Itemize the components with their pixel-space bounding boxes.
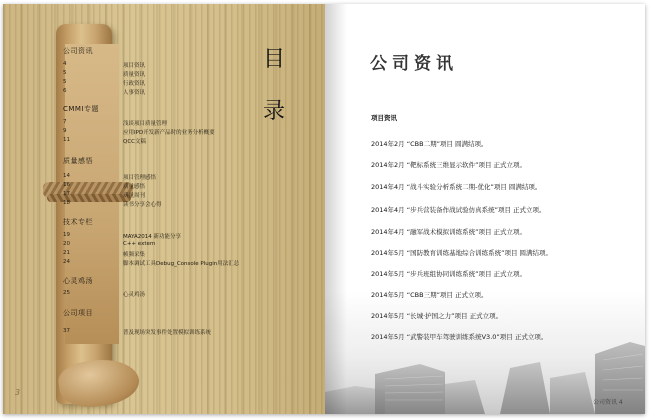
book-spine-shadow <box>325 4 347 414</box>
page-footer: 公司资讯 4 <box>593 399 623 406</box>
toc-section-heading: CMMI专题 <box>63 105 100 113</box>
twine-knot-lower <box>47 194 131 202</box>
magazine-spread <box>3 4 645 414</box>
toc-title-char-1: 目 <box>263 47 286 72</box>
toc-page-num: 16 <box>63 182 70 188</box>
toc-page-num: 17 <box>63 191 70 197</box>
toc-page-num: 6 <box>63 88 67 94</box>
toc-entry[interactable]: 项目资讯 <box>123 63 146 69</box>
news-item: 2014年2月 “靶标系统三维显示软件”项目 正式立项。 <box>371 161 527 169</box>
toc-page-num: 4 <box>63 61 67 67</box>
toc-section-heading: 心灵鸡汤 <box>63 277 93 285</box>
toc-entry[interactable]: 浅谈项目质量管理 <box>123 121 168 127</box>
toc-page-num: 24 <box>63 259 70 265</box>
news-item: 2014年5月 “长城·护国之力”项目 正式立项。 <box>371 312 503 320</box>
news-item: 2014年4月 “步兵营装备作战试验仿真系统”项目 正式立项。 <box>371 206 546 214</box>
toc-page <box>3 4 325 414</box>
left-page-number: 3 <box>15 388 21 397</box>
toc-entry[interactable]: QCC文稿 <box>123 139 147 145</box>
toc-page-num: 5 <box>63 79 67 85</box>
toc-page-num: 5 <box>63 70 67 76</box>
toc-page-num: 18 <box>63 200 70 206</box>
news-item: 2014年5月 “CBB三期”项目 正式立项。 <box>371 291 488 299</box>
news-page <box>325 4 645 414</box>
toc-page-num: 20 <box>63 241 70 247</box>
toc-section-heading: 公司资讯 <box>63 47 93 55</box>
toc-entry[interactable]: 读书分享会心得 <box>123 202 162 208</box>
toc-entry[interactable]: MAYA2014 新功能分享 <box>123 234 182 240</box>
toc-page-num: 21 <box>63 250 70 256</box>
news-item: 2014年2月 “CBB二期”项目 圆满结项。 <box>371 140 488 148</box>
toc-page-num: 11 <box>63 137 70 143</box>
toc-entry[interactable]: 帧频采集 <box>123 252 146 258</box>
toc-entry[interactable]: 应用IPD开发新产品时的业务分析概要 <box>123 130 215 136</box>
toc-entry[interactable]: C++ extern <box>123 241 156 247</box>
toc-page-num: 37 <box>63 328 70 334</box>
toc-entry[interactable]: 普及现场突发事件处置模拟训练系统 <box>123 330 212 336</box>
toc-entry[interactable]: 项目管理感悟 <box>123 175 157 181</box>
toc-entry[interactable]: 质量周刊 <box>123 193 146 199</box>
news-item: 2014年5月 “步兵班组协同训练系统”项目 正式立项。 <box>371 270 527 278</box>
toc-page-num: 14 <box>63 173 70 179</box>
page-title: 公司资讯 <box>370 54 458 74</box>
toc-entry[interactable]: 心灵鸡汤 <box>123 292 146 298</box>
toc-title-char-2: 录 <box>263 99 286 124</box>
toc-entry[interactable]: 质量资讯 <box>123 72 146 78</box>
toc-section-heading: 质量感悟 <box>63 157 93 165</box>
toc-section-heading: 技术专栏 <box>63 218 93 226</box>
news-item: 2014年4月 “战斗实验分析系统二期-优化”项目 圆满结项。 <box>371 183 542 191</box>
news-item: 2014年5月 “国防教育训练基地综合训练系统”项目 圆满结项。 <box>371 249 553 257</box>
toc-page-num: 19 <box>63 232 70 238</box>
news-item: 2014年4月 “融军战术模拟训练系统”项目 正式立项。 <box>371 228 527 236</box>
toc-page-num: 7 <box>63 119 67 125</box>
toc-entry[interactable]: 行政资讯 <box>123 81 146 87</box>
toc-entry[interactable]: 质量感悟 <box>123 184 146 190</box>
toc-page-num: 25 <box>63 290 70 296</box>
toc-entry[interactable]: 脚本调试工具Debug_Console Plugin用法汇总 <box>123 261 240 267</box>
toc-entry[interactable]: 人事资讯 <box>123 90 146 96</box>
toc-page-num: 9 <box>63 128 67 134</box>
toc-section-heading: 公司项目 <box>63 309 93 317</box>
section-subtitle: 项目资讯 <box>371 114 397 122</box>
